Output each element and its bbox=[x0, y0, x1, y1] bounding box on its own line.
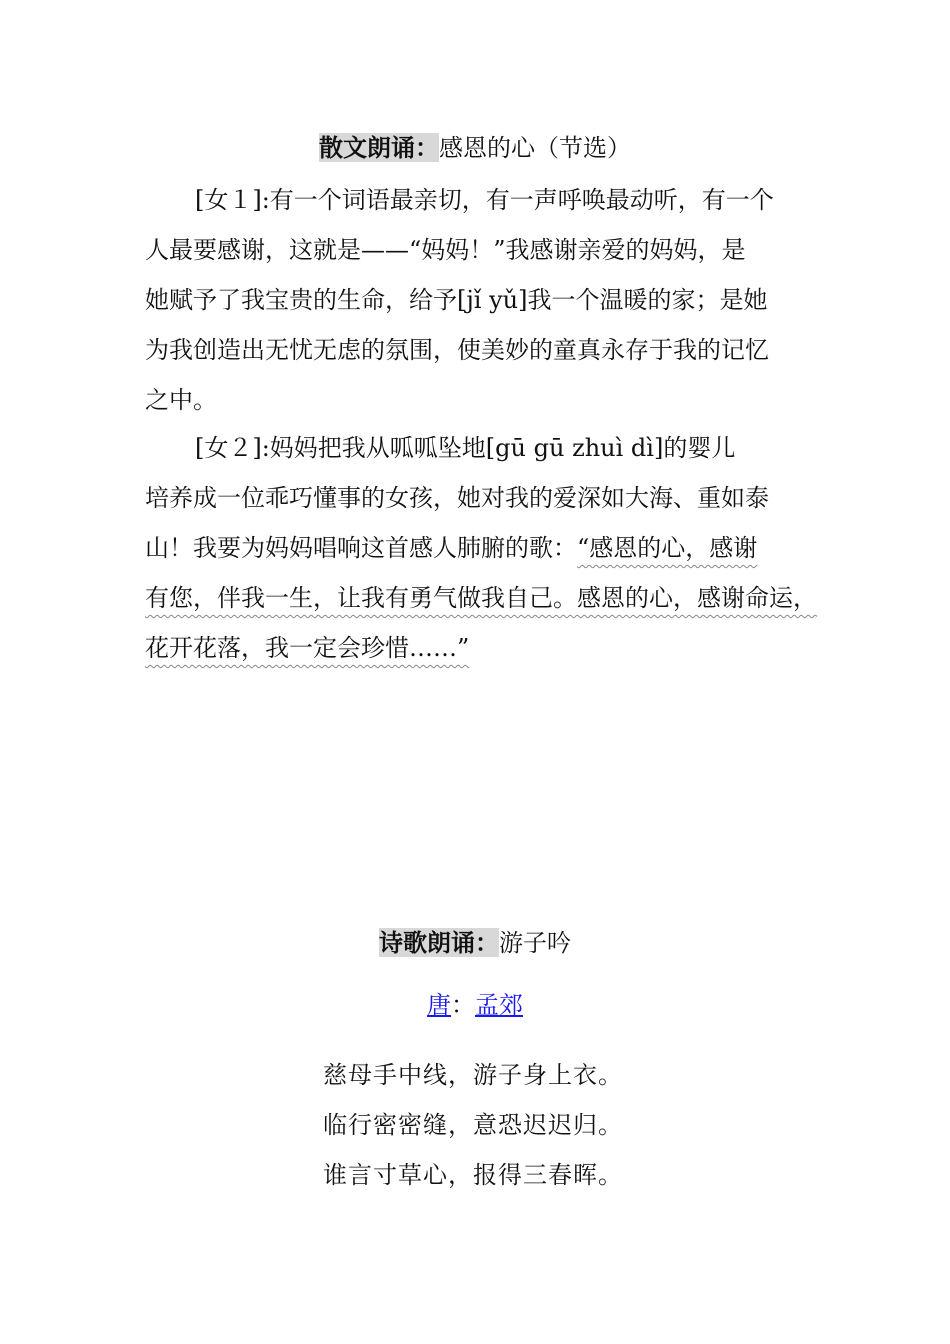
poem-section-title bbox=[0, 928, 950, 958]
paragraph-text: 山！我要为妈妈唱响这首感人肺腑的歌： bbox=[145, 534, 577, 562]
poem-line: 谁言寸草心，报得三春晖。 bbox=[323, 1161, 623, 1189]
author-link[interactable]: 孟郊 bbox=[475, 991, 523, 1019]
song-lyric-quote: 花开花落，我一定会珍惜……” bbox=[145, 634, 470, 662]
paragraph-line: 她赋予了我宝贵的生命，给予[jǐ yǔ]我一个温暖的家；是她 bbox=[145, 286, 768, 314]
paragraph-line: [女１]:有一个词语最亲切，有一声呼唤最动听，有一个 bbox=[195, 186, 774, 214]
poem-author-line bbox=[0, 990, 950, 1020]
prose-paragraph-1 bbox=[145, 175, 810, 425]
prose-recitation-label: 散文朗诵： bbox=[319, 133, 439, 162]
paragraph-line bbox=[145, 623, 810, 673]
prose-section-title bbox=[0, 133, 950, 163]
poem-recitation-label: 诗歌朗诵： bbox=[379, 928, 499, 957]
paragraph-line: 培养成一位乖巧懂事的女孩，她对我的爱深如大海、重如泰 bbox=[145, 484, 769, 512]
author-separator: ： bbox=[451, 991, 475, 1019]
poem-line: 慈母手中线，游子身上衣。 bbox=[323, 1061, 623, 1089]
poem-title: 游子吟 bbox=[499, 929, 571, 957]
paragraph-line bbox=[145, 523, 810, 573]
poem-line: 临行密密缝，意恐迟迟归。 bbox=[323, 1111, 623, 1139]
poem-body bbox=[323, 1050, 623, 1200]
song-lyric-quote: “感恩的心，感谢 bbox=[577, 534, 758, 562]
paragraph-line: 之中。 bbox=[145, 386, 217, 414]
paragraph-line: 人最要感谢，这就是——“妈妈！”我感谢亲爱的妈妈，是 bbox=[145, 236, 746, 264]
prose-paragraph-2 bbox=[145, 423, 817, 673]
paragraph-line: 为我创造出无忧无虑的氛围，使美妙的童真永存于我的记忆 bbox=[145, 336, 769, 364]
prose-title: 感恩的心（节选） bbox=[439, 134, 631, 162]
song-lyric-quote: 有您，伴我一生，让我有勇气做我自己。感恩的心，感谢命运， bbox=[145, 584, 817, 612]
paragraph-line bbox=[145, 573, 817, 623]
dynasty-link[interactable]: 唐 bbox=[427, 991, 451, 1019]
paragraph-line: [女２]:妈妈把我从呱呱坠地[gū gū zhuì dì]的婴儿 bbox=[195, 434, 736, 462]
